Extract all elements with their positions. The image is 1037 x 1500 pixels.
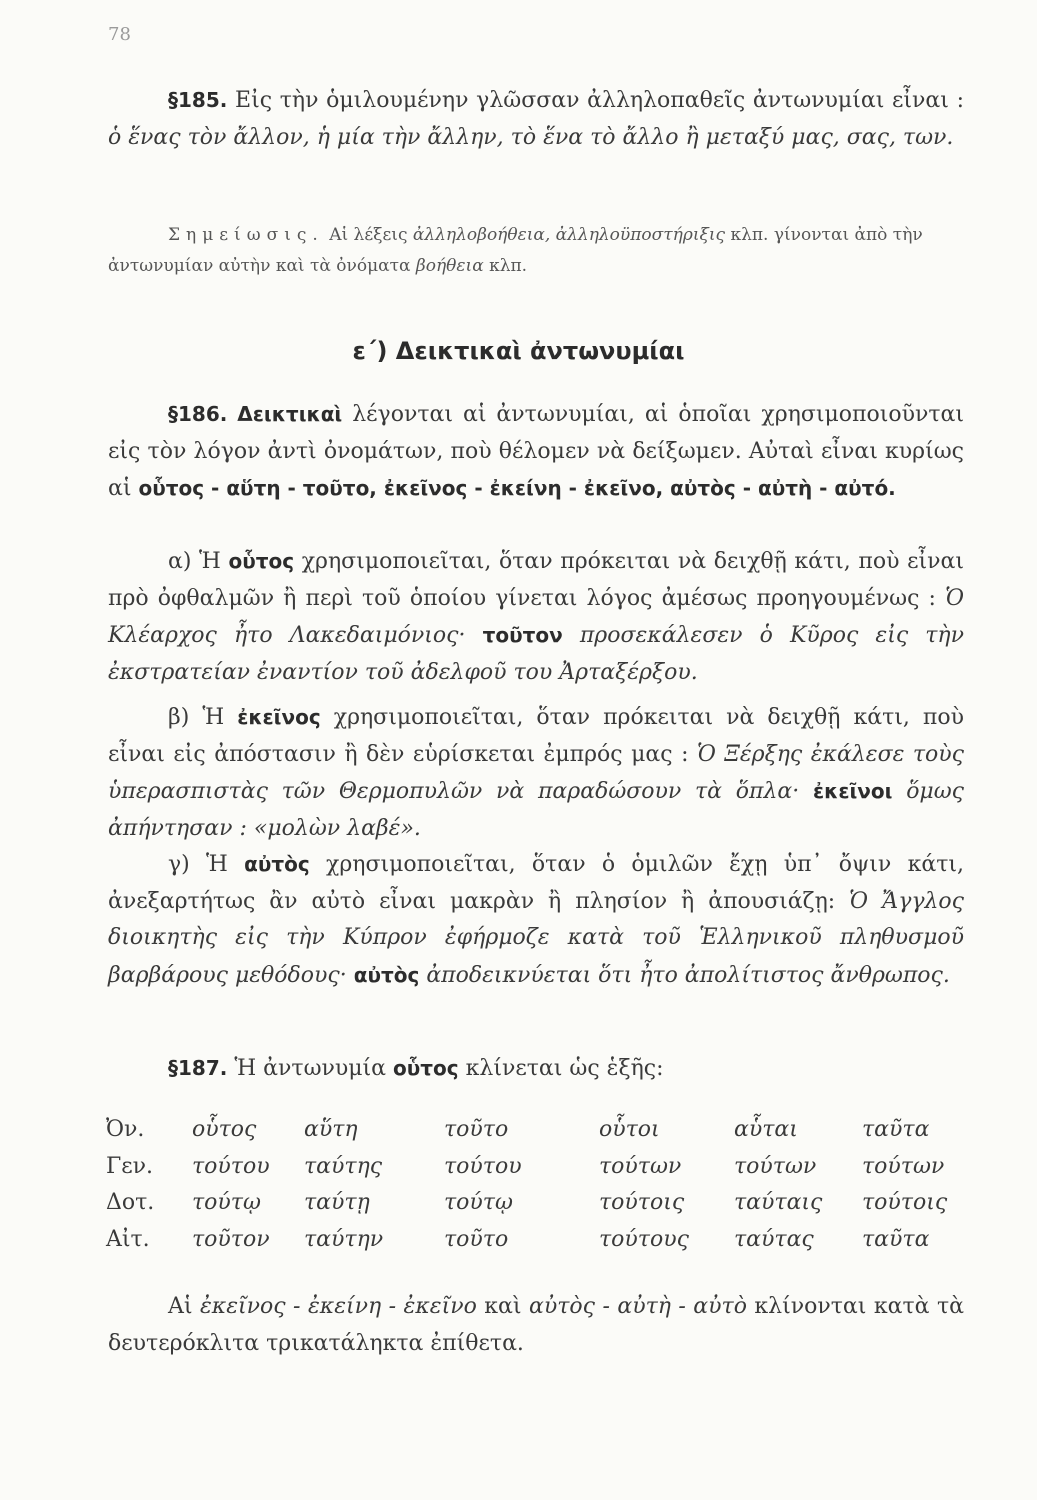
table-row [106,1154,962,1191]
section-number: §185. [168,88,228,112]
paragraph-186 [108,396,964,508]
paragraph-text: χρησιμοποιεῖται, ὅταν πρόκειται νὰ δειχθῇ κάτι, ποὺ εἶναι πρὸ ὀφθαλμῶν ἢ περὶ τοῦ ὁποίου γίνεται λόγος ἀμέσως προηγουμένως : [108,549,964,611]
form-cell: τούτοις [599,1190,685,1215]
form-cell: τοῦτο [444,1226,509,1252]
note-text: Αἱ λέξεις [323,225,413,245]
form-cell: ταύτῃ [304,1190,370,1215]
form-cell: ταύταις [734,1190,823,1215]
paragraph-alpha [108,543,964,691]
case-label: Δοτ. [106,1190,155,1215]
bold-term: ἐκεῖνος [237,705,321,729]
form-cell: τούτους [599,1226,689,1252]
example-text: Ὁ Ἄγγλος διοικητὴς εἰς τὴν Κύπρον ἐφήρμοζε κατὰ τοῦ Ἑλληνικοῦ πληθυσμοῦ βαρβάρους μεθόδους· [108,888,964,988]
example-text: Ὁ Ξέρξης ἐκάλεσε τοὺς ὑπερασπιστὰς τῶν Θερμοπυλῶν νὰ παραδώσουν τὰ ὅπλα· [108,741,964,804]
form-cell: ταῦτα [862,1117,930,1142]
closing-paragraph [108,1289,964,1362]
form-cell: τούτων [734,1153,817,1179]
form-cell: ταύτην [304,1226,384,1252]
bold-term: οὗτος [228,549,295,573]
example-text: ὁ ἕνας τὸν ἄλλον, ἡ μία τὴν ἄλλην, τὸ ἕνα τὸ ἄλλο ἢ μεταξύ μας, σας, των. [108,124,954,150]
section-heading: ε΄) Δεικτικαὶ ἀντωνυμίαι [352,337,685,365]
bold-term: τοῦτον [482,623,563,647]
example-text: Ὁ Κλέαρχος ἦτο Λακεδαιμόνιος· [108,585,964,648]
paragraph-text: λέγονται αἱ ἀντωνυμίαι, αἱ ὁποῖαι χρησιμοποιοῦνται εἰς τὸν λόγον ἀντὶ ὀνομάτων, ποὺ θέλομεν νὰ δείξωμεν. Αὐταὶ εἶναι κυρίως αἱ [108,402,965,501]
bold-term: οὗτος [393,1056,459,1080]
form-cell: τούτοις [862,1190,948,1215]
item-label: γ) Ἡ [168,852,245,877]
form-cell: ταῦτα [862,1226,930,1252]
form-cell: οὗτος [192,1117,257,1142]
form-cell: τούτῳ [444,1190,513,1215]
case-label: Αἰτ. [106,1226,150,1252]
case-label: Γεν. [106,1153,154,1179]
form-cell: τούτων [599,1153,682,1179]
paragraph-gamma [108,846,964,994]
paragraph-187 [108,1050,964,1088]
bold-term: αὐτὸς [244,852,310,876]
table-row [106,1227,962,1264]
form-cell: αὕτη [304,1117,358,1142]
bold-term: Δεικτικαὶ [227,402,343,426]
form-cell: ταύτης [304,1153,383,1179]
form-cell: τούτου [192,1153,270,1179]
example-text: ἀποδεικνύεται ὅτι ἦτο ἀπολίτιστος ἄνθρωπος. [419,962,950,988]
section-number: §186. [168,402,228,426]
page-number: 78 [108,24,131,45]
form-cell: οὗτοι [599,1117,660,1142]
table-row [106,1190,962,1227]
case-label: Ὀν. [106,1117,145,1142]
bold-term: ἐκεῖνοι [813,779,893,803]
paragraph-185 [108,82,964,156]
form-cell: τοῦτο [444,1117,509,1142]
form-cell: ταύτας [734,1226,814,1252]
item-label: α) Ἡ [168,549,229,574]
paragraph-text: Ἡ ἀντωνυμία [227,1056,394,1081]
note-paragraph [108,220,964,282]
example-text: ἐκεῖνος - ἐκείνη - ἐκεῖνο [199,1294,477,1319]
example-text: προσεκάλεσεν ὁ Κῦρος εἰς τὴν ἐκστρατείαν ἐναντίον τοῦ ἀδελφοῦ του Ἀρταξέρξου. [108,623,964,685]
paragraph-text: Αἱ [168,1294,200,1319]
form-cell: τούτων [862,1153,945,1179]
section-number: §187. [168,1056,228,1080]
example-text: αὐτὸς - αὐτὴ - αὐτὸ [529,1294,747,1319]
form-cell: τούτου [444,1153,522,1179]
paragraph-beta [108,699,964,847]
declension-table [106,1117,962,1263]
note-word: βοήθεια [415,256,484,276]
form-cell: τούτῳ [192,1190,261,1215]
paragraph-text: Εἰς τὴν ὁμιλουμένην γλῶσσαν ἀλληλοπαθεῖς ἀντωνυμίαι εἶναι : [227,88,964,113]
paragraph-text: κλίνεται ὡς ἑξῆς: [458,1056,664,1081]
form-cell: τοῦτον [192,1226,270,1252]
form-cell: αὗται [734,1117,798,1142]
note-label: Σημείωσις. [168,225,324,245]
item-label: β) Ἡ [168,705,238,730]
paragraph-text: χρησιμοποιεῖται, ὅταν πρόκειται νὰ δειχθῇ κάτι, ποὺ εἶναι εἰς ἀπόστασιν ἢ δὲν εὑρίσκεται ἐμπρός μας : [108,705,964,767]
note-words: ἀλληλοβοήθεια, ἀλληλοϋποστήριξις [412,225,726,245]
note-text: κλπ. γίνονται ἀπὸ τὴν ἀντωνυμίαν αὐτὴν καὶ τὰ ὀνόματα [108,225,923,276]
bold-pronoun-list: οὗτος - αὕτη - τοῦτο, ἐκεῖνος - ἐκείνη - ἐκεῖνο, αὐτὸς - αὐτὴ - αὐτό. [138,476,896,500]
paragraph-text: καὶ [476,1294,530,1319]
table-row [106,1117,962,1154]
bold-term: αὐτὸς [353,962,420,987]
example-text: ὅμως ἀπήντησαν : «μολὼν λαβέ». [108,779,964,841]
note-text: κλπ. [483,256,528,276]
paragraph-text: χρησιμοποιεῖται, ὅταν ὁ ὁμιλῶν ἔχῃ ὑπ᾽ ὄψιν κάτι, ἀνεξαρτήτως ἂν αὐτὸ εἶναι μακρὰν ἢ πλησίον ἢ ἀπουσιάζῃ: [108,852,964,914]
paragraph-text: κλίνονται κατὰ τὰ δευτερόκλιτα τρικατάληκτα ἐπίθετα. [108,1294,965,1356]
